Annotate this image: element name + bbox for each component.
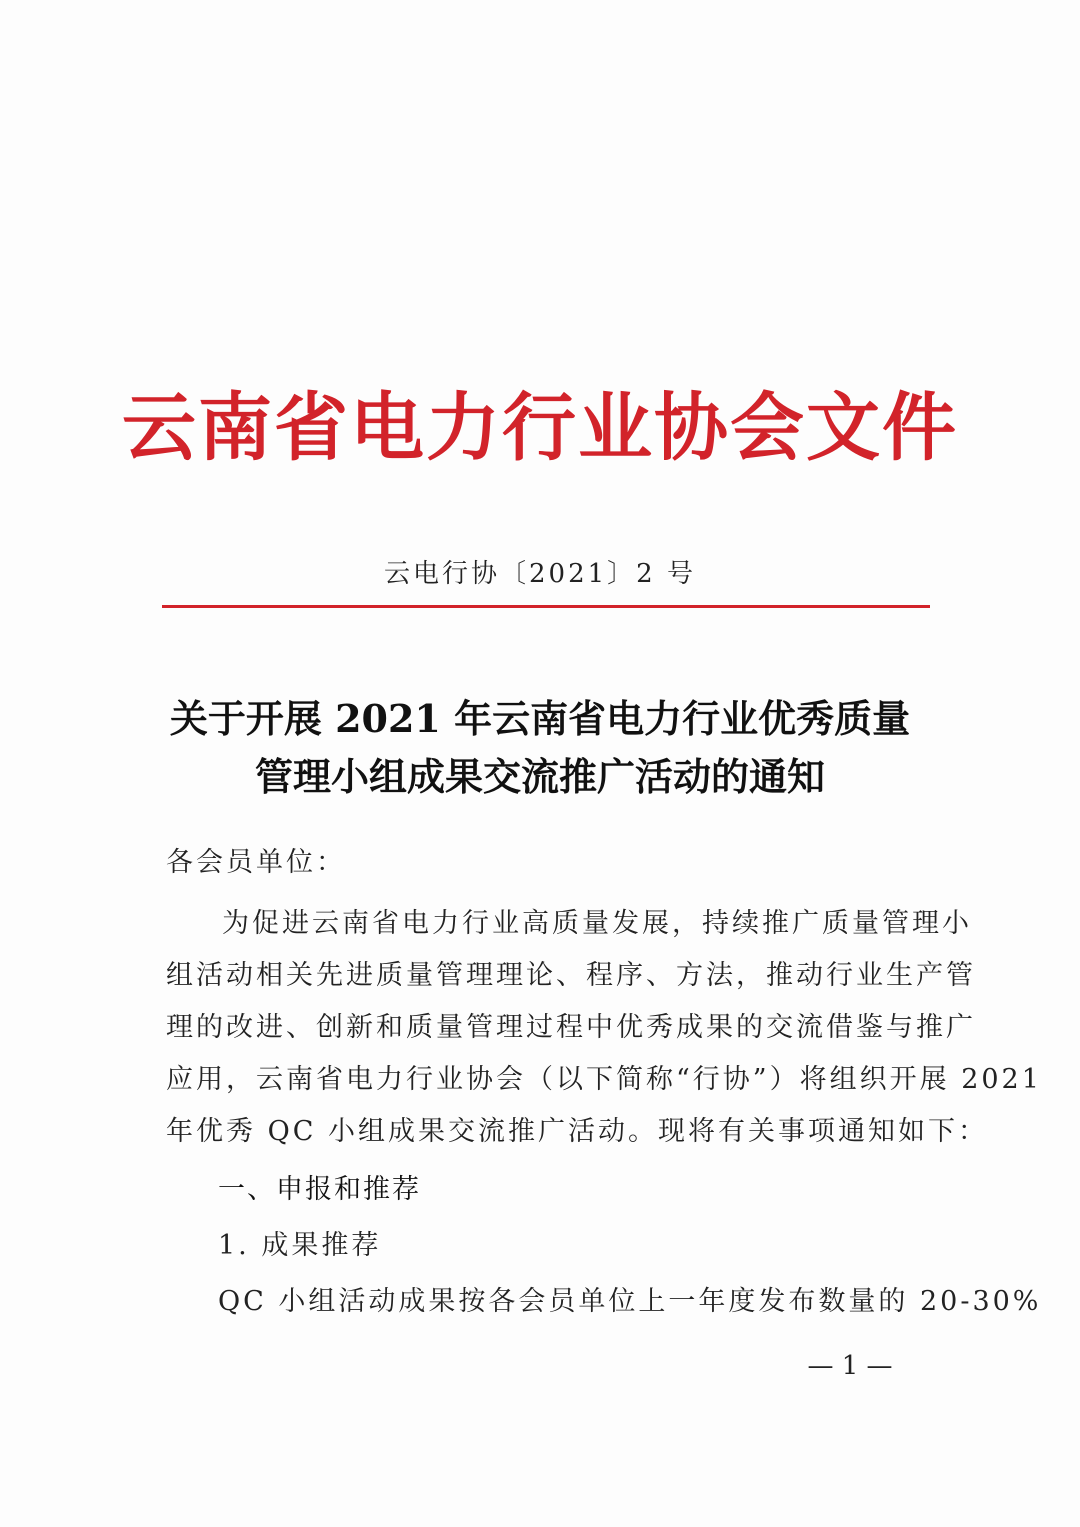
paragraph-line: 年优秀 QC 小组成果交流推广活动。现将有关事项通知如下： (166, 1116, 988, 1147)
document-number: 云电行协〔2021〕2 号 (384, 559, 696, 589)
red-divider-line (162, 605, 930, 608)
organization-header-title: 云南省电力行业协会文件 (122, 385, 958, 471)
intro-paragraph (166, 898, 1042, 1158)
notice-title (150, 690, 930, 806)
page-number: — 1 — (807, 1351, 893, 1381)
notice-title-line: 关于开展 2021 年云南省电力行业优秀质量 (169, 696, 911, 741)
paragraph-line: 应用，云南省电力行业协会（以下简称“行协”）将组织开展 2021 (166, 1064, 1042, 1095)
notice-title-line: 管理小组成果交流推广活动的通知 (254, 754, 825, 799)
paragraph-line: QC 小组活动成果按各会员单位上一年度发布数量的 20-30% (218, 1286, 1042, 1317)
sub-heading: 1. 成果推荐 (218, 1230, 382, 1261)
paragraph-line: 理的改进、创新和质量管理过程中优秀成果的交流借鉴与推广 (166, 1012, 976, 1043)
paragraph-line: 组活动相关先进质量管理理论、程序、方法，推动行业生产管 (166, 960, 976, 991)
salutation: 各会员单位： (166, 847, 346, 878)
section-heading: 一、申报和推荐 (218, 1174, 421, 1205)
paragraph-line: 为促进云南省电力行业高质量发展，持续推广质量管理小 (222, 908, 972, 939)
